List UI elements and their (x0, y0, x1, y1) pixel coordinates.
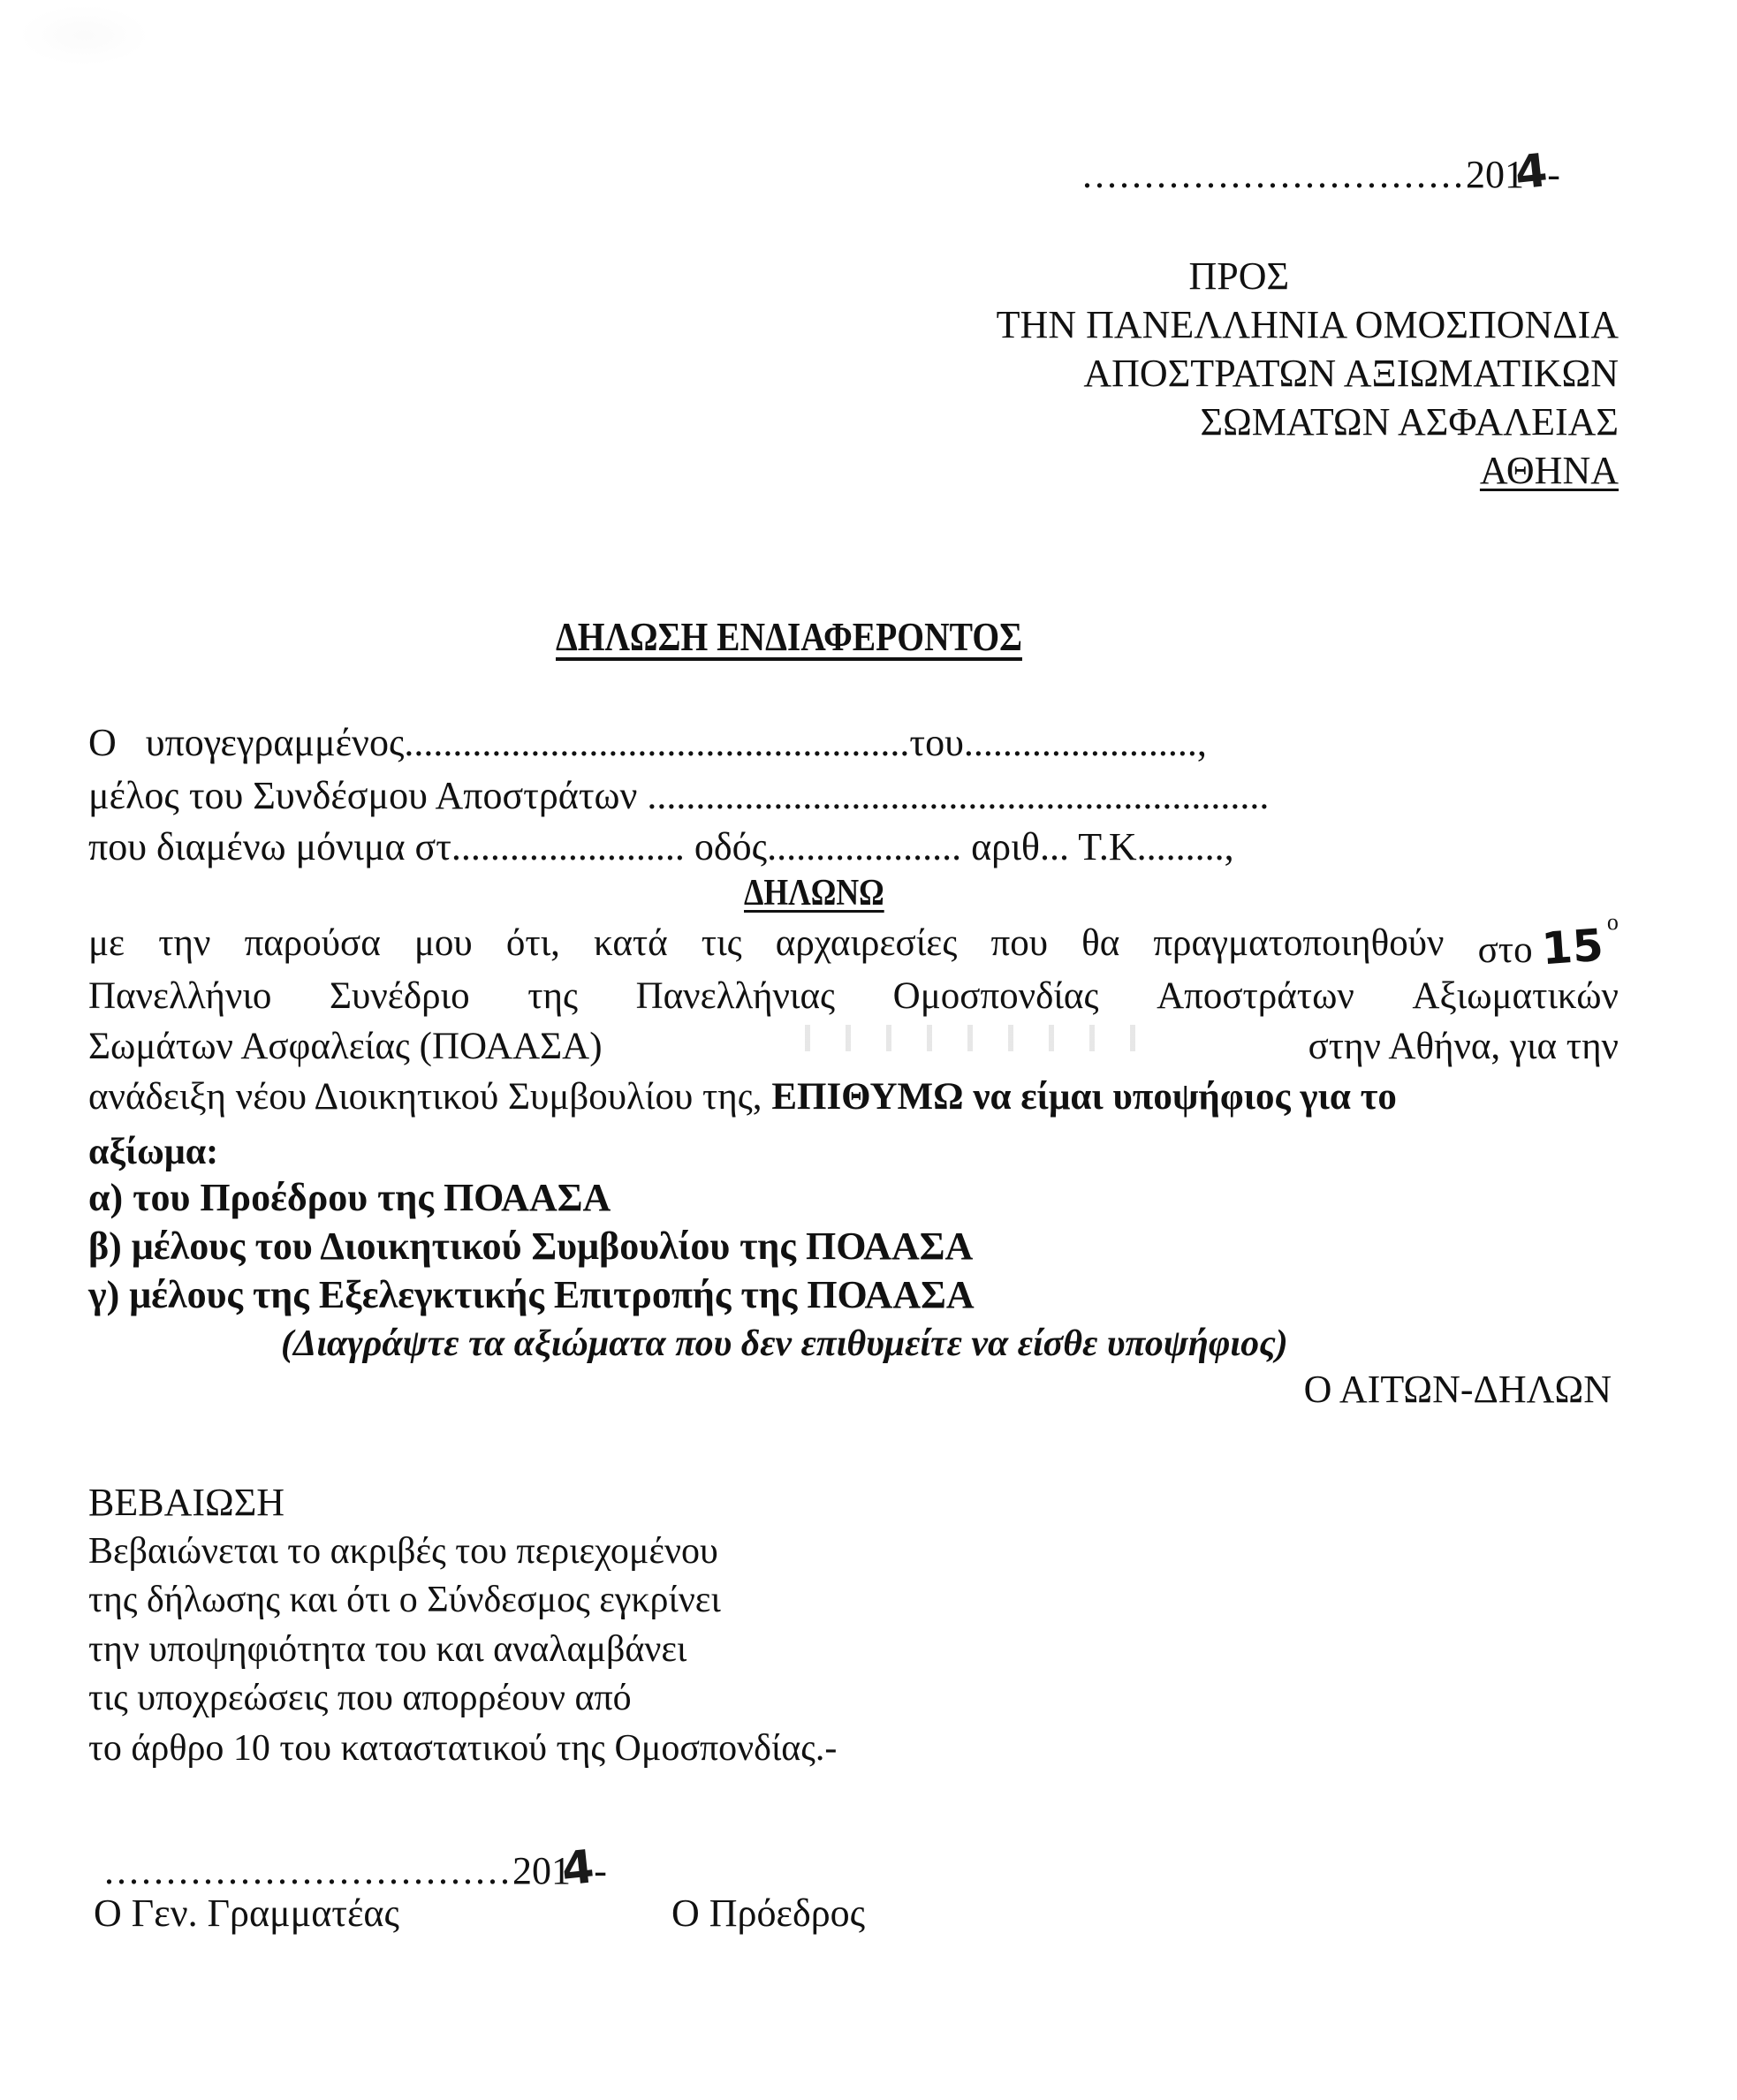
father-name-field[interactable]: ........................, (963, 721, 1207, 764)
word: Αξιωματικών (1412, 975, 1619, 1017)
word: της (527, 975, 578, 1017)
certification-heading: ΒΕΒΑΙΩΣΗ (88, 1481, 285, 1524)
street-field[interactable]: .................... (767, 825, 962, 868)
word: Ομοσπονδίας (892, 975, 1099, 1017)
ordinal-mark: ο (1606, 909, 1619, 935)
option-board-member[interactable]: β) μέλους του Διοικητικού Συμβουλίου της ΠΟΑΑΣΑ (88, 1224, 974, 1268)
body-text: Σωμάτων Ασφαλείας (ΠΟΑΑΣΑ) (88, 1026, 603, 1067)
body-line-1 (88, 909, 1619, 975)
handwritten-year-digit: 4 (558, 1840, 597, 1897)
word: που (990, 922, 1048, 964)
label-article: Ο (88, 721, 117, 764)
certification-line: της δήλωσης και ότι ο Σύνδεσμος εγκρίνει (88, 1580, 721, 1620)
form-line-address (88, 824, 1234, 869)
label-residence: που διαμένω μόνιμα στ (88, 825, 451, 868)
instruction-note: (Διαγράψτε τα αξιώματα που δεν επιθυμείτε να είσθε υποψήφιος) (281, 1323, 1288, 1364)
congress-number (1477, 909, 1619, 975)
signature-president: Ο Πρόεδρος (671, 1892, 866, 1935)
erased-region (770, 1025, 1141, 1051)
postcode-field[interactable]: ........., (1136, 825, 1234, 868)
certification-line: το άρθρο 10 του καταστατικού της Ομοσπονδίας.- (88, 1728, 838, 1769)
handwritten-year-digit: 4 (1512, 144, 1551, 201)
word: με (88, 922, 125, 964)
option-audit-committee[interactable]: γ) μέλους της Εξελεγκτικής Επιτροπής της ΠΟΑΑΣΑ (88, 1273, 975, 1316)
signer-label: Ο ΑΙΤΩΝ-ΔΗΛΩΝ (1303, 1368, 1612, 1411)
word: πραγματοποιηθούν (1153, 922, 1445, 964)
word: μου (413, 922, 473, 964)
date-bottom (104, 1842, 607, 1895)
recipient-to: ΠΡΟΣ (1188, 254, 1290, 298)
word: ότι, (505, 922, 560, 964)
body-line-4 (88, 1075, 1619, 1118)
label-undersigned: υπογεγραμμένος (145, 721, 405, 764)
association-field[interactable]: ................................................................ (637, 774, 1270, 817)
label-association: μέλος του Συνδέσμου Αποστράτων (88, 774, 638, 817)
certification-line: Βεβαιώνεται το ακριβές του περιεχομένου (88, 1531, 718, 1572)
body-text-regular: ανάδειξη νέου Διοικητικού Συμβουλίου της, (88, 1076, 772, 1118)
label-street: οδός (684, 825, 768, 868)
body-text: στην Αθήνα, για την (1308, 1026, 1619, 1067)
body-text (88, 1075, 1397, 1118)
word: Πανελλήνιας (635, 975, 836, 1017)
handwritten-dash: - (594, 1849, 607, 1892)
word: θα (1081, 922, 1120, 964)
name-field[interactable]: .................................................... (404, 721, 910, 764)
body-line-2 (88, 974, 1619, 1018)
handwritten-congress-number: 15 (1540, 919, 1605, 975)
word: παρούσα (244, 922, 381, 964)
position-label: αξίωμα: (88, 1132, 219, 1172)
date-top (1082, 146, 1560, 199)
label-postcode: Τ.Κ (1069, 825, 1137, 868)
word: Πανελλήνιο (88, 975, 272, 1017)
certification-line: την υποψηφιότητα του και αναλαμβάνει (88, 1629, 687, 1670)
form-line-association (88, 773, 1269, 818)
number-field[interactable]: αριθ... (961, 825, 1070, 868)
recipient-line: ΤΗΝ ΠΑΝΕΛΛΗΝΙΑ ΟΜΟΣΠΟΝΔΙΑ (996, 303, 1619, 346)
form-line-name (88, 720, 1207, 765)
recipient-line: ΣΩΜΑΤΩΝ ΑΣΦΑΛΕΙΑΣ (1200, 400, 1619, 444)
city-field[interactable]: ........................ (451, 825, 685, 868)
word: κατά (594, 922, 668, 964)
body-line-3 (88, 1025, 1619, 1068)
date-bottom-blank[interactable]: ................................. (104, 1849, 512, 1892)
word: την (158, 922, 211, 964)
document-title: ΔΗΛΩΣΗ ΕΝΔΙΑΦΕΡΟΝΤΟΣ (556, 614, 1022, 659)
word: τις (701, 922, 742, 964)
word: Αποστράτων (1157, 975, 1354, 1017)
recipient-block (997, 252, 1619, 495)
option-president[interactable]: α) του Προέδρου της ΠΟΑΑΣΑ (88, 1176, 611, 1219)
certification-line: τις υποχρεώσεις που απορρέουν από (88, 1678, 632, 1718)
date-bottom-year: 201 (512, 1849, 571, 1892)
declare-heading: ΔΗΛΩΝΩ (744, 873, 884, 914)
word: Συνέδριο (330, 975, 470, 1017)
recipient-city: ΑΘΗΝΑ (1479, 449, 1619, 492)
word: αρχαιρεσίες (775, 922, 958, 964)
scan-smudge (18, 4, 150, 66)
handwritten-dash: - (1547, 153, 1560, 196)
label-father: του (909, 721, 964, 764)
recipient-line: ΑΠΟΣΤΡΑΤΩΝ ΑΞΙΩΜΑΤΙΚΩΝ (1083, 352, 1619, 395)
signature-secretary: Ο Γεν. Γραμματέας (94, 1892, 399, 1935)
body-text-bold: ΕΠΙΘΥΜΩ να είμαι υποψήφιος για το (771, 1076, 1397, 1118)
date-top-year: 201 (1466, 153, 1524, 196)
date-top-blank[interactable]: ............................... (1082, 153, 1466, 196)
word: στο (1477, 929, 1533, 971)
